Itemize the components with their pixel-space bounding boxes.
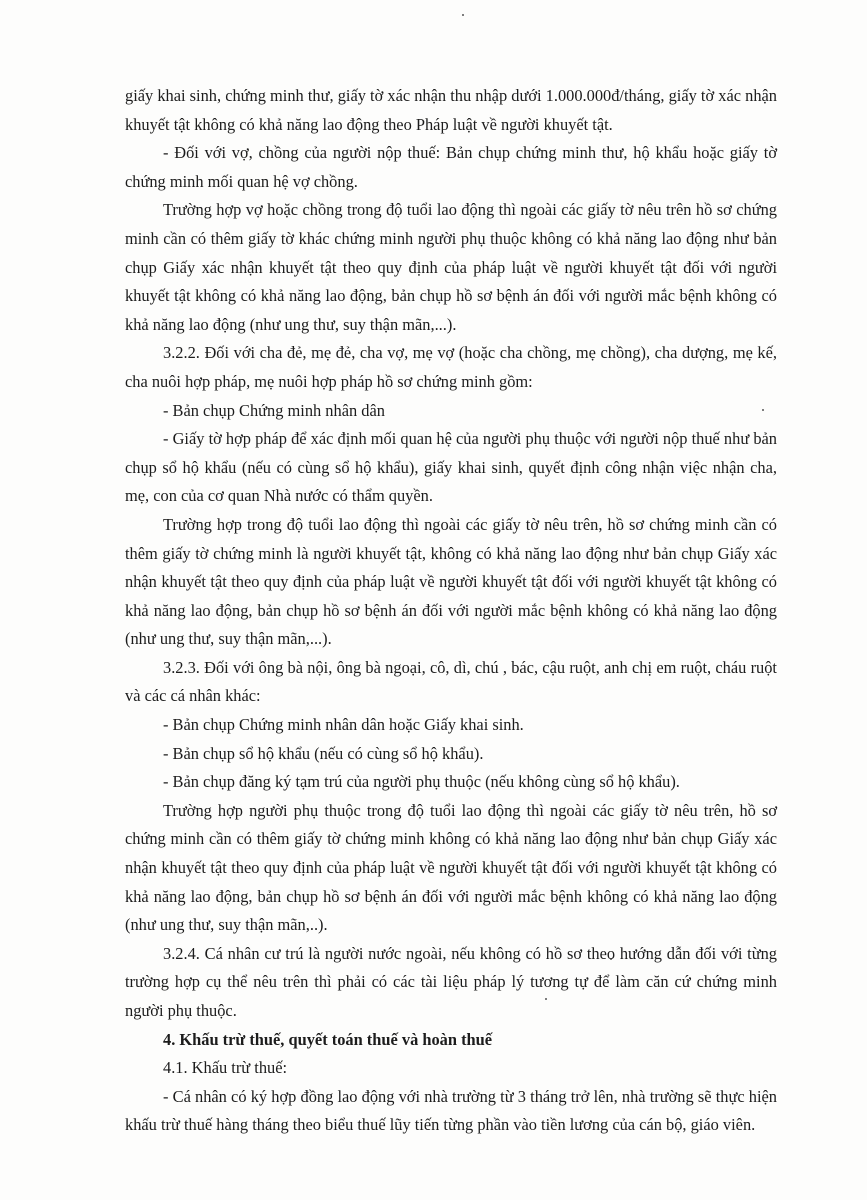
bullet-item-id-card: - Bản chụp Chứng minh nhân dân — [163, 400, 385, 420]
bullet-item-withholding: - Cá nhân có ký hợp đồng lao động với nhà trường từ 3 tháng trở lên, nhà trường sẽ thực hiện khấu trừ thuế hàng tháng theo biểu thuế lũy tiến từng phần vào tiền lương của cán bộ, giáo viên. — [125, 1086, 777, 1135]
paragraph-dependent-working-age: Trường hợp người phụ thuộc trong độ tuổi lao động thì ngoài các giấy tờ nêu trên, hồ sơ chứng minh cần có thêm giấy tờ chứng minh không có khả năng lao động như bản chụp Giấy xác nhận khuyết tật theo quy định của pháp luật về người khuyết tật đối với người khuyết tật không có khả năng lao động, bản chụp hồ sơ bệnh án đối với người mắc bệnh không có khả năng lao động (như ung thư, suy thận mãn,..). — [125, 800, 777, 935]
section-heading-4: 4. Khấu trừ thuế, quyết toán thuế và hoàn thuế — [163, 1029, 493, 1049]
section-4-1: 4.1. Khấu trừ thuế: — [163, 1058, 288, 1078]
paragraph-parents-working-age: Trường hợp trong độ tuổi lao động thì ngoài các giấy tờ nêu trên, hồ sơ chứng minh cần có thêm giấy tờ chứng minh là người khuyết tật, không có khả năng lao động như bản chụp Giấy xác nhận khuyết tật theo quy định của pháp luật về người khuyết tật đối với người khuyết tật không có khả năng lao động, bản chụp hồ sơ bệnh án đối với người mắc bệnh không có khả năng lao động (như ung thư, suy thận mãn,...). — [125, 514, 777, 649]
paragraph-continuation: giấy khai sinh, chứng minh thư, giấy tờ xác nhận thu nhập dưới 1.000.000đ/tháng, giấy tờ xác nhận khuyết tật không có khả năng lao động theo Pháp luật về người khuyết tật. — [125, 86, 777, 134]
document-body — [125, 82, 777, 1140]
section-3-2-4: 3.2.4. Cá nhân cư trú là người nước ngoài, nếu không có hồ sơ theo hướng dẫn đối với từng trường hợp cụ thể nêu trên thì phải có các tài liệu pháp lý tương tự để làm căn cứ chứng minh người phụ thuộc. — [125, 943, 777, 1020]
section-3-2-2: 3.2.2. Đối với cha đẻ, mẹ đẻ, cha vợ, mẹ vợ (hoặc cha chồng, mẹ chồng), cha dượng, mẹ kế, cha nuôi hợp pháp, mẹ nuôi hợp pháp hồ sơ chứng minh gồm: — [125, 343, 777, 391]
paragraph-spouse-working-age: Trường hợp vợ hoặc chồng trong độ tuổi lao động thì ngoài các giấy tờ nêu trên hồ sơ chứng minh cần có thêm giấy tờ khác chứng minh người phụ thuộc không có khả năng lao động như bản chụp Giấy xác nhận khuyết tật theo quy định của pháp luật về người khuyết tật đối với người khuyết tật không có khả năng lao động, bản chụp hồ sơ bệnh án đối với người mắc bệnh không có khả năng lao động (như ung thư, suy thận mãn,...). — [125, 200, 777, 334]
bullet-item-temporary-residence: - Bản chụp đăng ký tạm trú của người phụ thuộc (nếu không cùng sổ hộ khẩu). — [163, 772, 680, 792]
bullet-item-household-book: - Bản chụp sổ hộ khẩu (nếu có cùng sổ hộ khẩu). — [163, 743, 484, 763]
scan-speck — [462, 14, 464, 16]
bullet-item-id-or-birth-cert: - Bản chụp Chứng minh nhân dân hoặc Giấy khai sinh. — [163, 715, 524, 735]
bullet-item-spouse-documents: - Đối với vợ, chồng của người nộp thuế: Bản chụp chứng minh thư, hộ khẩu hoặc giấy tờ chứng minh mối quan hệ vợ chồng. — [125, 143, 777, 191]
bullet-item-legal-papers: - Giấy tờ hợp pháp để xác định mối quan hệ của người phụ thuộc với người nộp thuế như bản chụp sổ hộ khẩu (nếu có cùng sổ hộ khẩu), giấy khai sinh, quyết định công nhận việc nhận cha, mẹ, con của cơ quan Nhà nước có thẩm quyền. — [125, 429, 777, 506]
section-3-2-3: 3.2.3. Đối với ông bà nội, ông bà ngoại, cô, dì, chú , bác, cậu ruột, anh chị em ruột, cháu ruột và các cá nhân khác: — [125, 657, 777, 706]
